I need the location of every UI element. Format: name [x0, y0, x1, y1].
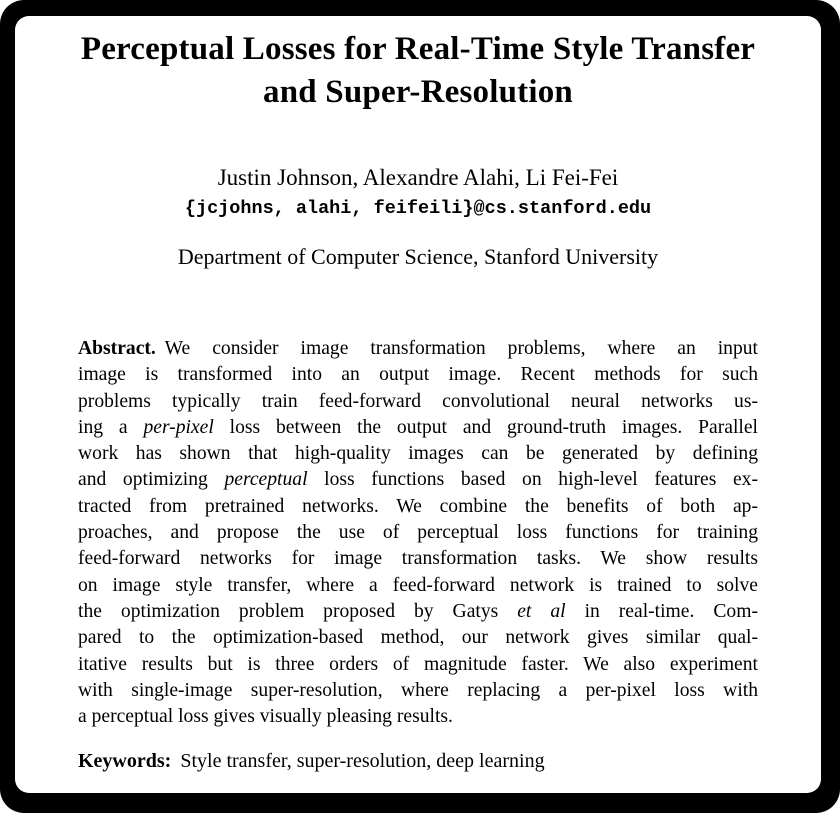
paper-title-line1: Perceptual Losses for Real-Time Style Transfer: [80, 31, 756, 67]
abstract-text-segment: with single-image super-resolution, where replacing a per-pixel loss with: [78, 679, 758, 701]
abstract-text-segment: itative results but is three orders of magnitude faster. We also experiment: [78, 653, 758, 675]
abstract-line: [78, 546, 758, 572]
abstract-line: [78, 494, 758, 520]
abstract-italic-term: perceptual: [224, 469, 308, 491]
affiliation: Department of Computer Science, Stanford University: [177, 244, 659, 269]
abstract-italic-term: et al: [517, 600, 566, 622]
paper-page: [15, 16, 821, 793]
abstract-line: [78, 389, 758, 415]
abstract-text-segment: problems typically train feed-forward convolutional neural networks us-: [78, 390, 758, 412]
abstract-line: [78, 678, 758, 704]
keywords-line: [78, 749, 758, 774]
abstract-text-segment: in real-time. Com-: [565, 600, 758, 622]
abstract-italic-term: per-pixel: [143, 416, 214, 438]
paper-title-line2: and Super-Resolution: [263, 74, 573, 110]
abstract-text-segment: on image style transfer, where a feed-forward network is trained to solve: [78, 574, 758, 596]
abstract-text-segment: ing a: [78, 416, 144, 438]
keywords-label: Keywords:: [78, 750, 172, 773]
abstract-lines: [78, 336, 758, 730]
abstract-text-segment: loss functions based on high-level features ex-: [307, 469, 758, 491]
abstract-line: [78, 362, 758, 388]
abstract-line: [78, 704, 758, 730]
abstract-text-segment: tracted from pretrained networks. We combine the benefits of both ap-: [78, 495, 758, 517]
abstract-line: [78, 652, 758, 678]
author-emails: {jcjohns, alahi, feifeili}@cs.stanford.edu: [184, 198, 652, 219]
abstract-line: [78, 625, 758, 651]
abstract-line: [78, 467, 758, 493]
abstract-text-segment: image is transformed into an output image. Recent methods for such: [78, 364, 758, 386]
abstract-text-segment: the optimization problem proposed by Gatys: [78, 600, 518, 622]
paper-title: [25, 28, 811, 114]
abstract-line: [78, 520, 758, 546]
abstract-text-segment: and optimizing: [78, 469, 225, 491]
abstract-text-segment: work has shown that high-quality images can be generated by defining: [78, 443, 758, 465]
abstract-line: [78, 599, 758, 625]
abstract-line: [78, 336, 758, 362]
abstract-text-segment: feed-forward networks for image transformation tasks. We show results: [78, 548, 758, 570]
author-names: Justin Johnson, Alexandre Alahi, Li Fei-Fei: [217, 165, 619, 190]
abstract-text-segment: We consider image transformation problems, where an input: [164, 338, 758, 359]
abstract-text-segment: proaches, and propose the use of perceptual loss functions for training: [78, 522, 758, 544]
abstract-text-segment: a perceptual loss gives visually pleasing results.: [78, 706, 453, 728]
abstract-text-segment: loss between the output and ground-truth images. Parallel: [213, 416, 758, 438]
abstract-text-segment: pared to the optimization-based method, our network gives similar qual-: [78, 627, 758, 649]
abstract-line: [78, 573, 758, 599]
keywords-text: Style transfer, super-resolution, deep learning: [180, 750, 545, 773]
abstract-label: Abstract.: [78, 338, 156, 359]
abstract-line: [78, 441, 758, 467]
abstract-line: [78, 415, 758, 441]
